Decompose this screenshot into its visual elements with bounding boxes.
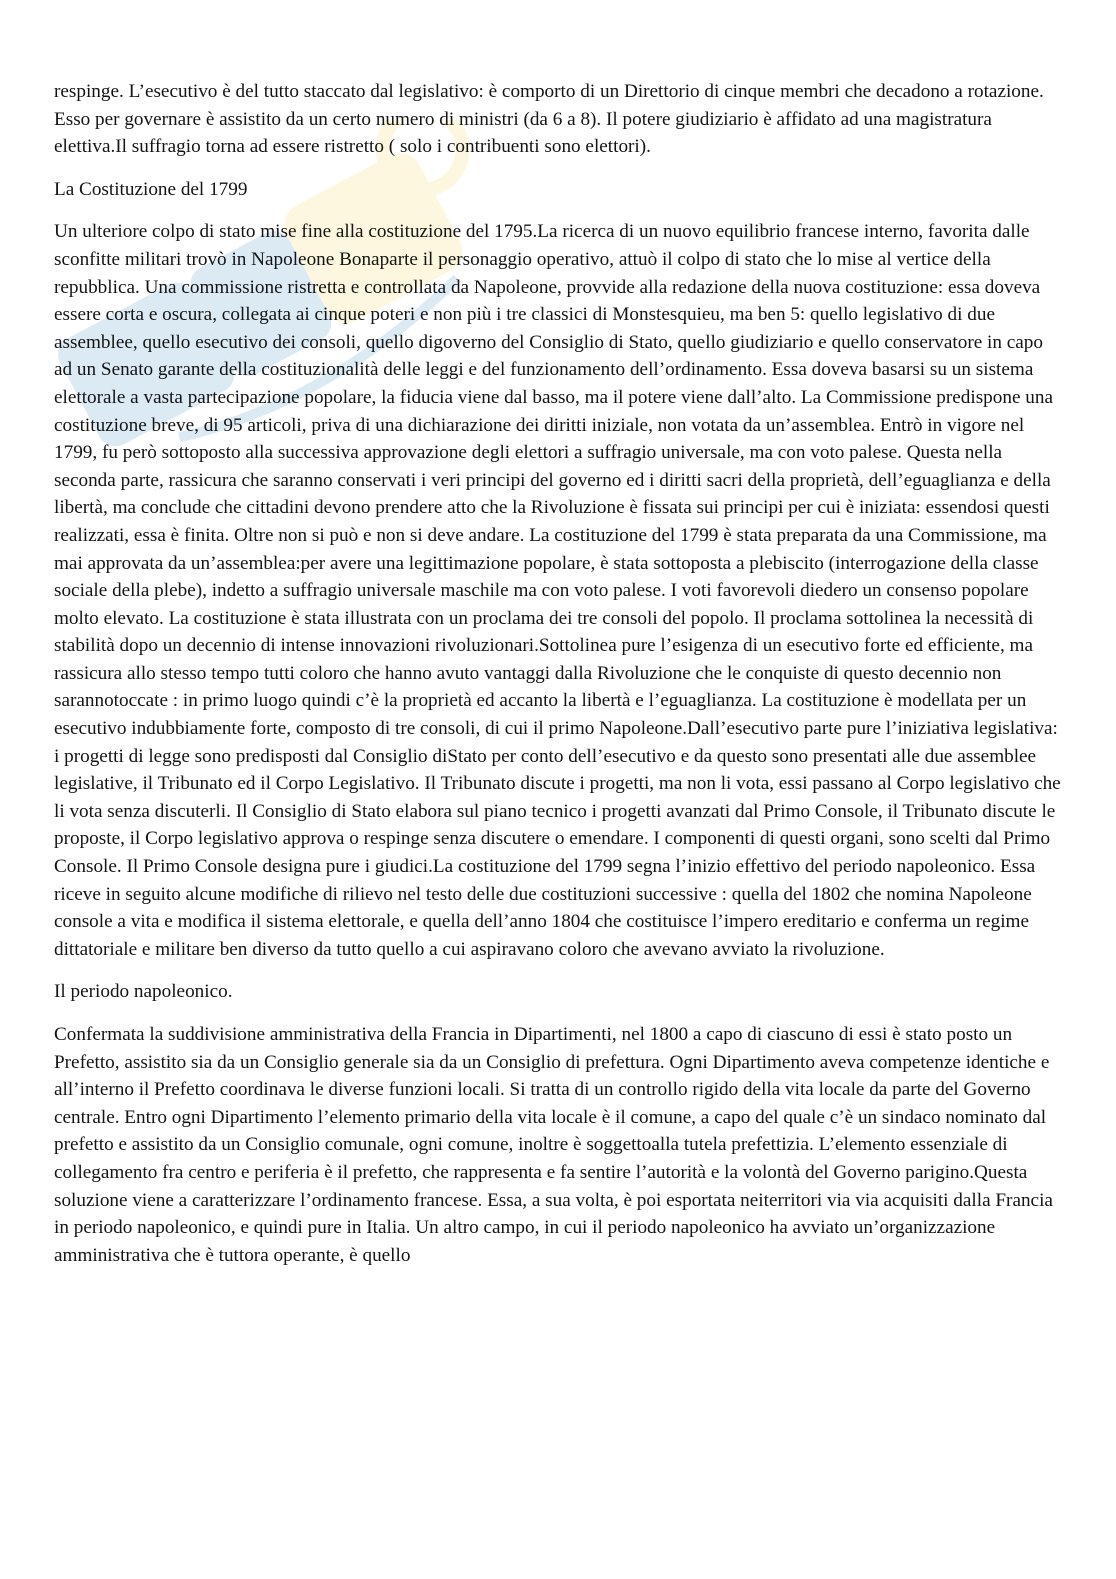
paragraph-intro: respinge. L’esecutivo è del tutto staccato dal legislativo: è comporto di un Direttorio di cinque membri che decadono a rotazione. Esso per governare è assistito da un certo numero di ministri (da 6 a 8). Il potere giudiziario è affidato ad una magistratura elettiva.Il suffragio torna ad essere ristretto ( solo i contribuenti sono elettori). [54,81,1044,158]
paragraph-periodo-napoleonico: Confermata la suddivisione amministrativa della Francia in Dipartimenti, nel 1800 a capo di ciascuno di essi è stato posto un Prefetto, assistito sia da un Consiglio generale sia da un Consiglio di prefettura. Ogni Dipartimento aveva competenze identiche e all’interno il Prefetto coordinava le diverse funzioni locali. Si tratta di un controllo rigido della vita locale da parte del Governo centrale. Entro ogni Dipartimento l’elemento primario della vita locale è il comune, a capo del quale c’è un sindaco nominato dal prefetto e assistito da un Consiglio comunale, ogni comune, inoltre è soggettoalla tutela prefettizia. L’elemento essenziale di collegamento fra centro e periferia è il prefetto, che rappresenta e fa sentire l’autorità e la volontà del Governo parigino.Questa soluzione viene a caratterizzare l’ordinamento francese. Essa, a sua volta, è poi esportata neiterritori via via acquisiti dalla Francia in periodo napoleonico, e quindi pure in Italia. Un altro campo, in cui il periodo napoleonico ha avviato un’organizzazione amministrativa che è tuttora operante, è quello [54,1024,1053,1266]
document-body [54,78,1062,1284]
heading-periodo-napoleonico: Il periodo napoleonico. [54,981,233,1003]
heading-costituzione-1799: La Costituzione del 1799 [54,178,248,200]
paragraph-costituzione-1799: Un ulteriore colpo di stato mise fine alla costituzione del 1795.La ricerca di un nuovo equilibrio francese interno, favorita dalle sconfitte militari trovò in Napoleone Bonaparte il personaggio operativo, attuò il colpo di stato che lo mise al vertice della repubblica. Una commissione ristretta e controllata da Napoleone, provvide alla redazione della nuova costituzione: essa doveva essere corta e oscura, collegata ai cinque poteri e non più i tre classici di Monstesquieu, ma ben 5: quello legislativo di due assemblee, quello esecutivo dei consoli, quello digoverno del Consiglio di Stato, quello giudiziario e quello conservatore in capo ad un Senato garante della costituzionalità delle leggi e del funzionamento dell’ordinamento. Essa doveva basarsi su un sistema elettorale a vasta partecipazione popolare, la fiducia viene dal basso, ma il potere viene dall’alto. La Commissione predispone una costituzione breve, di 95 articoli, priva di una dichiarazione dei diritti iniziale, non votata da un’assemblea. Entrò in vigore nel 1799, fu però sottoposto alla successiva approvazione degli elettori a suffragio universale, ma con voto palese. Questa nella seconda parte, rassicura che saranno conservati i veri principi del governo ed i diritti sacri della proprietà, dell’eguaglianza e della libertà, ma conclude che cittadini devono prendere atto che la Rivoluzione è fissata sui principi per cui è iniziata: essendosi questi realizzati, essa è finita. Oltre non si può e non si deve andare. La costituzione del 1799 è stata preparata da una Commissione, ma mai approvata da un’assemblea:per avere una legittimazione popolare, è stata sottoposta a plebiscito (interrogazione della classe sociale della plebe), indetto a suffragio universale maschile ma con voto palese. I voti favorevoli diedero un consenso popolare molto elevato. La costituzione è stata illustrata con un proclama dei tre consoli del popolo. Il proclama sottolinea la necessità di stabilità dopo un decennio di intense innovazioni rivoluzionari.Sottolinea pure l’esigenza di un esecutivo forte ed efficiente, ma rassicura allo stesso tempo tutti coloro che hanno avuto vantaggi dalla Rivoluzione che le conquiste di questo decennio non sarannotoccate : in primo luogo quindi c’è la proprietà ed accanto la libertà e l’eguaglianza. La costituzione è modellata per un esecutivo indubbiamente forte, composto di tre consoli, di cui il primo Napoleone.Dall’esecutivo parte pure l’iniziativa legislativa: i progetti di legge sono predisposti dal Consiglio diStato per conto dell’esecutivo e da questo sono presentati alle due assemblee legislative, il Tribunato ed il Corpo Legislativo. Il Tribunato discute i progetti, ma non li vota, essi passano al Corpo legislativo che li vota senza discuterli. Il Consiglio di Stato elabora sul piano tecnico i progetti avanzati dal Primo Console, il Tribunato discute le proposte, il Corpo legislativo approva o respinge senza discutere o emendare. I componenti di questi organi, sono scelti dal Primo Console. Il Primo Console designa pure i giudici.La costituzione del 1799 segna l’inizio effettivo del periodo napoleonico. Essa riceve in seguito alcune modifiche di rilievo nel testo delle due costituzioni successive : quella del 1802 che nomina Napoleone console a vita e modifica il sistema elettorale, e quella dell’anno 1804 che costituisce l’impero ereditario e conferma un regime dittatoriale e militare ben diverso da tutto quello a cui aspiravano coloro che avevano avviato la rivoluzione. [54,221,1061,960]
